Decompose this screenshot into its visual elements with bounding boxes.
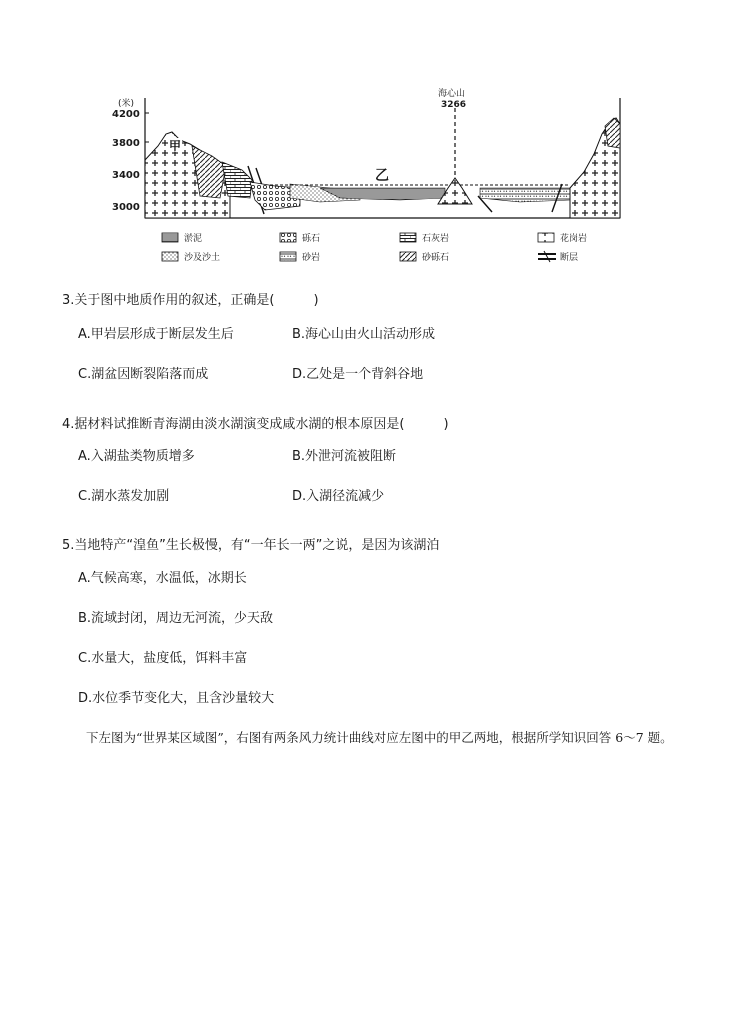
question-5-option-b[interactable]: B.流域封闭，周边无河流，少天敌 xyxy=(78,611,274,626)
question-4-option-b[interactable]: B.外泄河流被阻断 xyxy=(292,449,397,464)
question-4-stem: 4.据材料试推断青海湖由淡水湖演变成咸水湖的根本原因是( ) xyxy=(62,417,449,432)
question-3-stem: 3.关于图中地质作用的叙述，正确是( ) xyxy=(62,293,319,308)
question-3-option-b[interactable]: B.海心山由火山活动形成 xyxy=(292,327,436,342)
geologic-cross-section-figure xyxy=(100,88,640,278)
legend-swatch-granite xyxy=(538,233,554,242)
legend-swatch-sandgravel xyxy=(400,252,416,261)
intro-paragraph-6-7: 下左图为“世界某区域图”，右图有两条风力统计曲线对应左图中的甲乙两地，根据所学知识回答 6～7 题。 xyxy=(86,730,673,745)
legend-label: 淤泥 xyxy=(184,234,203,244)
y-axis-unit: (米) xyxy=(118,99,135,109)
peak-height: 3266 xyxy=(441,100,467,110)
legend-swatch-sandstone xyxy=(280,252,296,261)
legend-label: 断层 xyxy=(560,253,579,263)
question-4-option-d[interactable]: D.入湖径流减少 xyxy=(292,489,385,504)
question-5-stem: 5.当地特产“湟鱼”生长极慢，有“一年长一两”之说，是因为该湖泊 xyxy=(62,538,440,553)
y-tick-label: 3800 xyxy=(112,138,140,149)
question-4-option-a[interactable]: A.入湖盐类物质增多 xyxy=(78,449,195,464)
right-slope-sandgravel xyxy=(605,118,620,148)
question-5-option-d[interactable]: D.水位季节变化大，且含沙量较大 xyxy=(78,691,275,706)
legend-label: 砂砾石 xyxy=(422,253,450,263)
y-tick-label: 4200 xyxy=(112,109,140,120)
legend-label: 花岗岩 xyxy=(560,234,588,244)
legend-swatch-fault xyxy=(538,251,556,262)
legend-swatch-limestone xyxy=(400,233,416,242)
question-5-option-c[interactable]: C.水量大，盐度低，饵料丰富 xyxy=(78,651,248,666)
legend-swatch-sand xyxy=(162,252,178,261)
question-3-option-c[interactable]: C.湖盆因断裂陷落而成 xyxy=(78,367,209,382)
peak-label: 海心山 xyxy=(438,89,466,99)
question-5-option-a[interactable]: A.气候高寒，水温低，冰期长 xyxy=(78,571,247,586)
y-tick-label: 3400 xyxy=(112,170,140,181)
legend-label: 砾石 xyxy=(302,234,321,244)
rock-label-jia: 甲 xyxy=(169,139,182,153)
legend xyxy=(162,232,587,263)
legend-label: 砂岩 xyxy=(302,253,321,263)
y-tick-label: 3000 xyxy=(112,202,140,213)
question-4-option-c[interactable]: C.湖水蒸发加剧 xyxy=(78,489,170,504)
legend-label: 石灰岩 xyxy=(422,234,450,244)
question-3-option-d[interactable]: D.乙处是一个背斜谷地 xyxy=(292,367,424,382)
legend-label: 沙及沙土 xyxy=(184,253,221,263)
legend-swatch-silt xyxy=(162,233,178,242)
question-3-option-a[interactable]: A.甲岩层形成于断层发生后 xyxy=(78,327,234,342)
legend-swatch-gravel xyxy=(280,233,296,242)
zone-label-yi: 乙 xyxy=(375,168,389,184)
